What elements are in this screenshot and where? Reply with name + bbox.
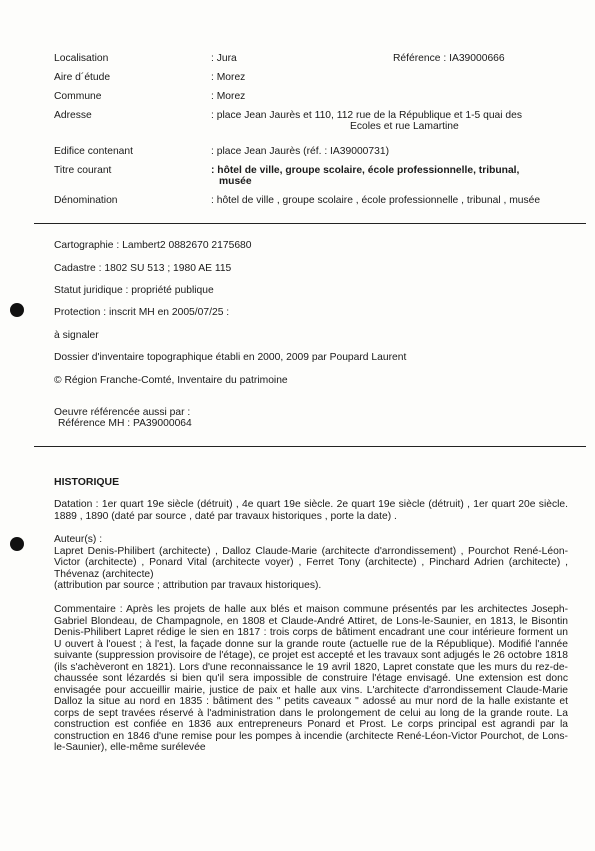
commentaire-paragraph: [54, 604, 568, 754]
protection: Protection : inscrit MH en 2005/07/25 :: [54, 307, 230, 318]
auteurs-block: [54, 534, 568, 592]
commentaire-text: Commentaire : Après les projets de halle aux blés et maison commune présentés par les architectes Joseph-Gabriel Blondeau, de Champagnole, en 1808 et Claude-André Attiret, de Lons-le-Saunier, en 1813, le Bisontin Denis-Philibert Lapret rédige le sien en 1817 : trois corps de bâtiment encadrant une cour intérieure forment un U ouvert à l'ouest ; à l'est, la façade donne sur la grande route (actuelle rue de la République). Modifié l'année suivante (suppression provisoire de l'étage), ce projet est accepté et les travaux sont adjugés le 26 octobre 1818 (ils s'achèveront en 1821). Lors d'une reconnaissance le 19 avril 1820, Lapret constate que les murs du rez-de-chaussée sont lézardés si bien qu'il sera impossible de construire l'étage envisagé. Une extension est donc envisagée pour accueillir mairie, justice de paix et halle aux vins. L'architecte d'arrondissement Claude-Marie Dalloz la situe au nord en 1835 : bâtiment des " petits caveaux " adossé au mur nord de la halle existante et corps de sept travées réservé à l'administration dans le prolongement de celui au long de la grande route. La construction est confiée en 1836 aux entrepreneurs Ponard et Prost. Le corps principal est agrandi par la construction en 1846 d'une remise pour les pompes à incendie (architecte René-Léon-Victor Pourchot, de Lons-le-Saunier), elle-même surélevée: [54, 604, 568, 753]
titre-courant-label: Titre courant: [54, 165, 112, 176]
punch-hole-lower: [10, 537, 24, 551]
a-signaler: à signaler: [54, 330, 99, 341]
denomination-label: Dénomination: [54, 195, 118, 206]
edifice-label: Edifice contenant: [54, 146, 133, 157]
datation-paragraph: [54, 499, 568, 522]
auteurs-note: (attribution par source ; attribution par travaux historiques).: [54, 580, 322, 591]
aire-etude-label: Aire d´étude: [54, 72, 111, 83]
adresse-label: Adresse: [54, 110, 92, 121]
localisation-label: Localisation: [54, 53, 109, 64]
auteurs-label: Auteur(s) :: [54, 534, 103, 545]
copyright: © Région Franche-Comté, Inventaire du patrimoine: [54, 375, 288, 386]
statut-juridique: Statut juridique : propriété publique: [54, 285, 214, 296]
reference-mh: Référence MH : PA39000064: [58, 418, 192, 429]
datation-text: Datation : 1er quart 19e siècle (détruit) , 4e quart 19e siècle. 2e quart 19e siècle (détruit) , 1er quart 20e siècle. 1889 , 1890 (daté par source , daté par travaux historiques , porte la date) .: [54, 499, 568, 522]
dossier-inventaire: Dossier d'inventaire topographique établi en 2000, 2009 par Poupard Laurent: [54, 352, 407, 363]
denomination-value: : hôtel de ville , groupe scolaire , école professionnelle , tribunal , musée: [211, 195, 541, 206]
titre-courant-value-line1: : hôtel de ville, groupe scolaire, école professionnelle, tribunal,: [211, 165, 520, 176]
oeuvre-referencee: Oeuvre référencée aussi par :: [54, 407, 191, 418]
divider-middle: [34, 446, 586, 447]
adresse-value-line1: : place Jean Jaurès et 110, 112 rue de la République et 1-5 quai des: [211, 110, 523, 121]
auteurs-text: Lapret Denis-Philibert (architecte) , Dalloz Claude-Marie (architecte d'arrondissement) , Pourchot René-Léon-Victor (architecte) , Ponard Vital (architecte voyer) , Ferret Tony (architecte) , Pinchard Adrien (architecte) , Thévenaz (architecte): [54, 545, 568, 580]
localisation-value: : Jura: [211, 53, 237, 64]
historique-heading: HISTORIQUE: [54, 476, 120, 488]
adresse-value-line2: Ecoles et rue Lamartine: [350, 121, 459, 132]
punch-hole-upper: [10, 303, 24, 317]
cadastre: Cadastre : 1802 SU 513 ; 1980 AE 115: [54, 263, 232, 274]
divider-top: [34, 223, 586, 224]
reference-number: Référence : IA39000666: [393, 53, 505, 64]
commune-value: : Morez: [211, 91, 246, 102]
aire-etude-value: : Morez: [211, 72, 246, 83]
titre-courant-value-line2: musée: [219, 176, 252, 187]
cartographie: Cartographie : Lambert2 0882670 2175680: [54, 240, 252, 251]
commune-label: Commune: [54, 91, 102, 102]
edifice-value: : place Jean Jaurès (réf. : IA39000731): [211, 146, 390, 157]
